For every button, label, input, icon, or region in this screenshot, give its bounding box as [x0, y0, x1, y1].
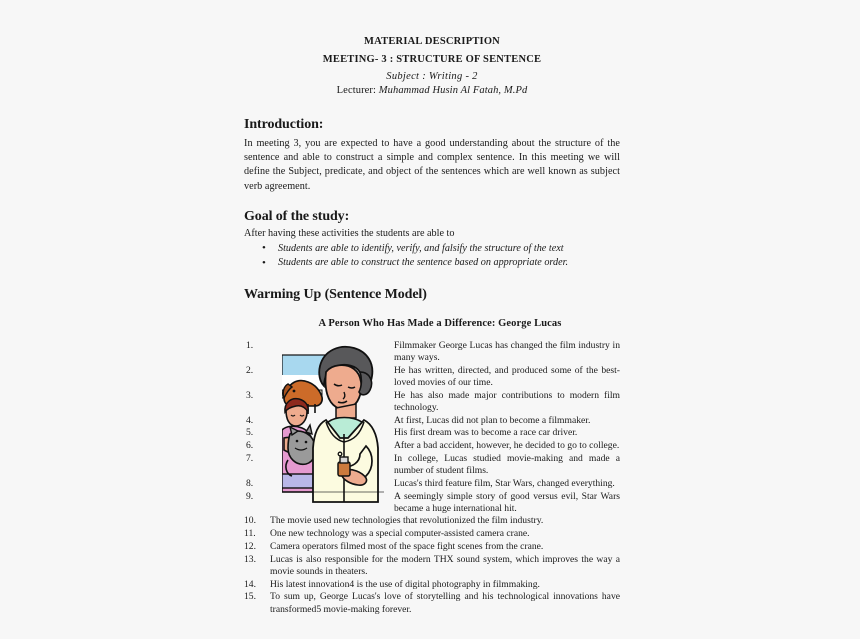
- warming-up-heading: Warming Up (Sentence Model): [244, 286, 427, 302]
- goal-heading: Goal of the study:: [244, 208, 350, 224]
- passage-sentence: To sum up, George Lucas's love of storytelling and his technological innovations have transformed5 movie-making forever.: [270, 591, 620, 615]
- passage-sentence: After a bad accident, however, he decided to go to college.: [394, 440, 620, 452]
- material-description-title: MATERIAL DESCRIPTION: [364, 36, 500, 47]
- passage-sentence: At first, Lucas did not plan to become a filmmaker.: [394, 414, 591, 426]
- goal-intro-line: After having these activities the students are able to: [244, 227, 455, 239]
- passage-sentence: His first dream was to become a race car driver.: [394, 427, 578, 439]
- passage-block: [244, 340, 620, 616]
- passage-sentence: He has also made major contributions to modern film technology.: [394, 389, 620, 414]
- goal-list-item: • Students are able to construct the sentence based on appropriate order.: [262, 256, 620, 271]
- lecturer-name: Muhammad Husin Al Fatah, M.Pd: [378, 85, 528, 96]
- introduction-paragraph: In meeting 3, you are expected to have a good understanding about the structure of the sentence and able to construct a simple and complex sentence. In this meeting we will define the Subject, predicate, and object of the sentences which are well known as subject verb agreement.: [244, 138, 620, 192]
- passage-subtitle: A Person Who Has Made a Difference: George Lucas: [318, 317, 562, 329]
- goal-list: [244, 242, 620, 271]
- document-header: [244, 34, 620, 98]
- passage-sentence-list: [244, 340, 620, 616]
- lecturer-label: Lecturer:: [336, 85, 379, 96]
- passage-sentence: Lucas's third feature film, Star Wars, changed everything.: [394, 477, 615, 489]
- passage-sentence: The movie used new technologies that revolutionized the film industry.: [270, 515, 544, 527]
- passage-sentence: One new technology was a special computer-assisted camera crane.: [270, 528, 530, 540]
- subject-line: Subject : Writing - 2: [386, 71, 478, 82]
- passage-sentence: His latest innovation4 is the use of digital photography in filmmaking.: [270, 578, 540, 590]
- passage-sentence: In college, Lucas studied movie-making and made a number of student films.: [394, 452, 620, 477]
- introduction-heading: Introduction:: [244, 117, 324, 132]
- goal-list-item: • Students are able to identify, verify, and falsify the structure of the text: [262, 242, 620, 257]
- passage-sentence: Filmmaker George Lucas has changed the film industry in many ways.: [394, 339, 620, 364]
- passage-sentence: A seemingly simple story of good versus evil, Star Wars became a huge international hit.: [394, 490, 620, 514]
- meeting-title: MEETING- 3 : STRUCTURE OF SENTENCE: [322, 54, 542, 65]
- passage-sentence: He has written, directed, and produced some of the best-loved movies of our time.: [394, 364, 620, 389]
- lecturer-line: [244, 84, 620, 98]
- document-content: [244, 34, 620, 616]
- passage-sentence: Camera operators filmed most of the space fight scenes from the crane.: [270, 540, 544, 552]
- passage-sentence: Lucas is also responsible for the modern THX sound system, which improves the way a movie sounds in theaters.: [270, 553, 620, 577]
